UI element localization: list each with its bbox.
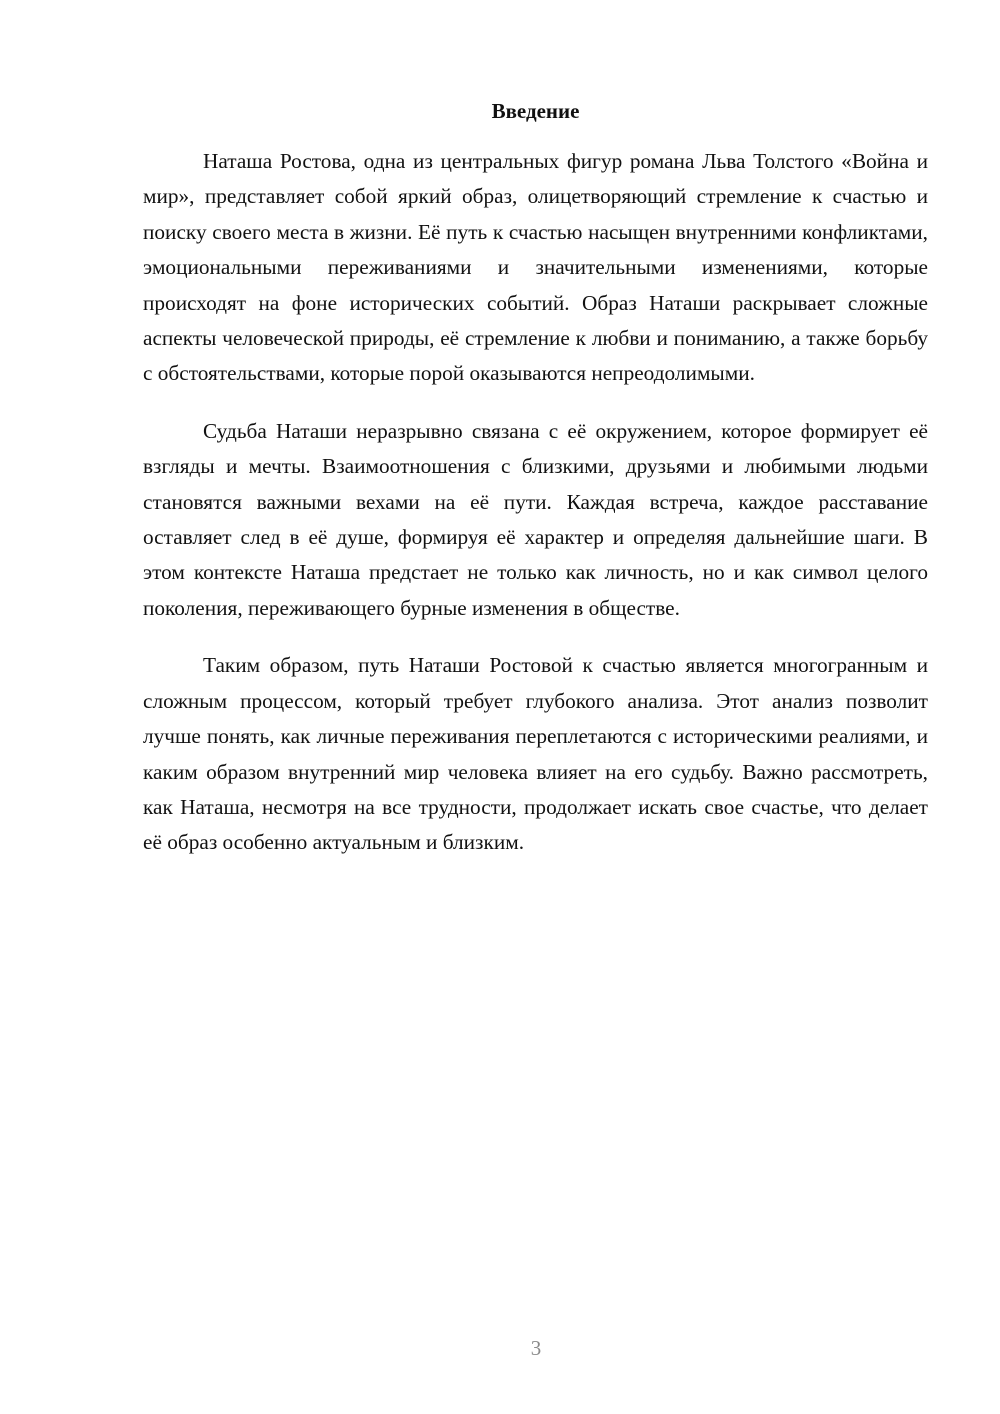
section-title: Введение [491, 99, 580, 123]
paragraph-3: Таким образом, путь Наташи Ростовой к счастью является многогранным и сложным процессом, который требует глубокого анализа. Этот анализ позволит лучше понять, как личные переживания переплетаются с историческими реалиями, и каким образом внутренний мир человека влияет на его судьбу. Важно рассмотреть, как Наташа, несмотря на все трудности, продолжает искать свое счастье, что делает её образ особенно актуальным и близким. [143, 653, 928, 855]
page-content [143, 96, 928, 883]
paragraph-1: Наташа Ростова, одна из центральных фигур романа Льва Толстого «Война и мир», представляет собой яркий образ, олицетворяющий стремление к счастью и поиску своего места в жизни. Её путь к счастью насыщен внутренними конфликтами, эмоциональными переживаниями и значительными изменениями, которые происходят на фоне исторических событий. Образ Наташи раскрывает сложные аспекты человеческой природы, её стремление к любви и пониманию, а также борьбу с обстоятельствами, которые порой оказываются непреодолимыми. [143, 149, 928, 386]
page-number: 3 [530, 1336, 542, 1360]
paragraph-2: Судьба Наташи неразрывно связана с её окружением, которое формирует её взгляды и мечты. Взаимоотношения с близкими, друзьями и любимыми людьми становятся важными вехами на её пути. Каждая встреча, каждое расставание оставляет след в её душе, формируя её характер и определяя дальнейшие шаги. В этом контексте Наташа предстает не только как личность, но и как символ целого поколения, переживающего бурные изменения в обществе. [143, 418, 928, 620]
